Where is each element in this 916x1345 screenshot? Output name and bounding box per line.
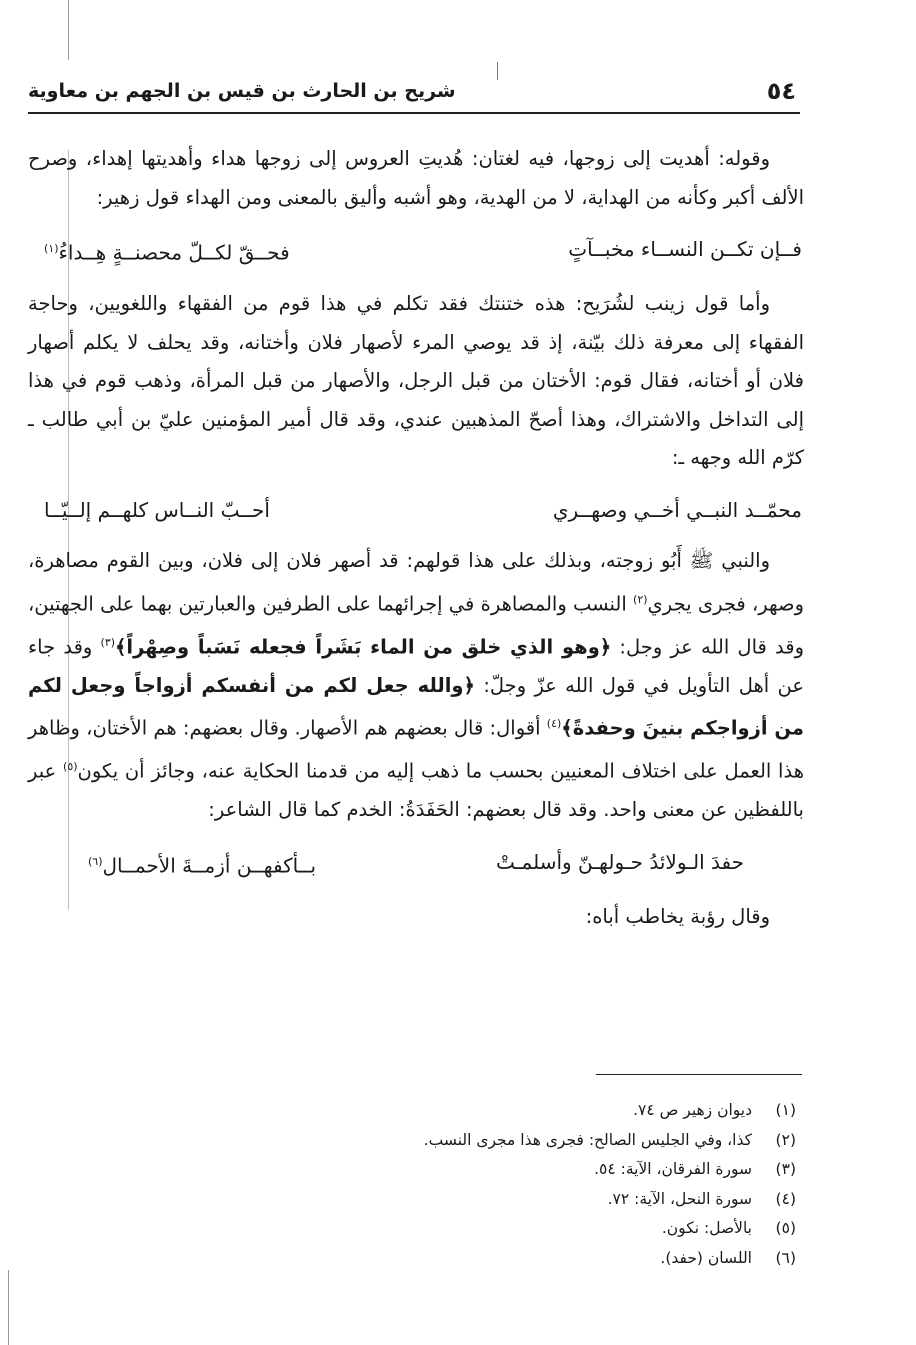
footnote-ref-5: (٥) [63, 760, 78, 774]
footnote-ref-3: (٣) [100, 635, 115, 649]
verse-hemistich-first: محمّــد النبــي أخــي وصهــري [552, 497, 802, 522]
footnote-item: (١) ديوان زهير ص ٧٤. [633, 1101, 796, 1119]
verse-hemistich-second: فحــقّ لكــلّ محصنــةٍ هِــداءُ$^{(١)}$ [44, 240, 290, 265]
verse-hemistich-first: حفدَ الـولائدُ حـولهـنّ وأسلمـتْ [496, 849, 744, 874]
quran-quote-nahl: ﴿والله جعل لكم من أنفسكم أزواجاً وجعل لكم من أزواجكم بنينَ وحفدةً﴾ [28, 673, 804, 740]
page-header [28, 70, 800, 114]
paragraph-2: وأما قول زينب لشُرَيح: هذه ختنتك فقد تكلم في هذا قوم من الفقهاء واللغويين، وحاجة الفقهاء إلى معرفة ذلك بيّنة، إذ قد يوصي المرء لأصهار فلان وأختانه، وقد يحلف لا يكلم أصهار فلان أو أختانه، فقال قوم: الأختان من قبل الرجل، والأصهار من قبل المرأة، وذهب قوم في هذا إلى التداخل والاشتراك، وهذا أصحّ المذهبين عندي، وقد قال أمير المؤمنين عليّ بن أبي طالب ـ كرّم الله وجهه ـ: [28, 292, 804, 470]
footnote-item: (٢) كذا، وفي الجليس الصالح: فجرى هذا مجرى النسب. [423, 1130, 796, 1149]
paragraph-1: وقوله: أهديت إلى زوجها، فيه لغتان: هُديتِ العروس إلى زوجها هداء وأهديتها إهداء، وصرح الألف أكبر وكأنه من الهداية، لا من الهدية، وهو أشبه وأليق بالمعنى ومن الهداء قول زهير: [28, 147, 804, 209]
footnote-ref-1: (١) [44, 242, 59, 255]
quran-quote-furqan: ﴿وهو الذي خلق من الماء بَشَراً فجعله نَسَباً وصِهْراً﴾ [115, 635, 612, 659]
main-text [28, 140, 804, 936]
footnote-ref-6: (٦) [88, 854, 103, 868]
footnote-ref-2: (٢) [633, 592, 648, 606]
verse-hemistich-second: أحــبّ النــاس كلهــم إلــيّــا [44, 497, 270, 522]
verse-zuhair [28, 230, 804, 272]
footnote-separator [596, 1074, 802, 1075]
footnote-ref-4: (٤) [546, 717, 562, 731]
running-title: شريح بن الحارث بن قيس بن الجهم بن معاوية [28, 80, 456, 102]
verse-hemistich-first: فــإن تكــن النســاء مخبــآتٍ [568, 237, 802, 261]
footnote-item: (٤) سورة النحل، الآية: ٧٢. [607, 1189, 796, 1208]
verse-hemistich-second: بــأكفهــن أزمــةَ الأحمــال$^{(٦)}$ [88, 853, 317, 878]
verse-ali [28, 491, 804, 530]
footnote-item: (٦) اللسان (حفد). [660, 1248, 796, 1267]
paragraph-4: وقال رؤبة يخاطب أباه: [585, 904, 770, 928]
footnote-item: (٥) بالأصل: نكون. [661, 1219, 796, 1237]
footnote-item: (٣) سورة الفرقان، الآية: ٥٤. [594, 1160, 796, 1178]
verse-hafada [28, 843, 804, 885]
paragraph-3: والنبي ﷺ أَبُو زوجته، وبذلك على هذا قولهم: قد أصهر فلان إلى فلان، وبين القوم مصاهرة، وصهر، فجرى يجري$^{(٢)}$ النسب والمصاهرة في إجرائهما على الطرفين والعبارتين بهما على الجهتين، وقد قال الله عز وجل: ﴿وهو الذي خلق من الماء بَشَراً فجعله نَسَباً وصِهْراً﴾$^{(٣)}$ وقد جاء عن أهل التأويل في قول الله عزّ وجلّ: ﴿والله جعل لكم من أنفسكم أزواجاً وجعل لكم من أزواجكم بنينَ وحفدةً﴾$^{(٤)}$ أقوال: قال بعضهم هم الأصهار. وقال بعضهم: هم الأختان، وظاهر هذا العمل على اختلاف المعنيين بحسب ما ذهب إليه من قدمنا الحكاية عنه، وجائز أن يكون$^{(٥)}$ عبر باللفظين عن معنى واحد. وقد قال بعضهم: الحَفَدَةُ: الخدم كما قال الشاعر: [28, 549, 804, 822]
page-number: ٥٤ [766, 77, 796, 105]
footnotes [200, 1096, 796, 1273]
scan-line-top [68, 0, 69, 60]
scan-line-bottom [8, 1270, 9, 1345]
